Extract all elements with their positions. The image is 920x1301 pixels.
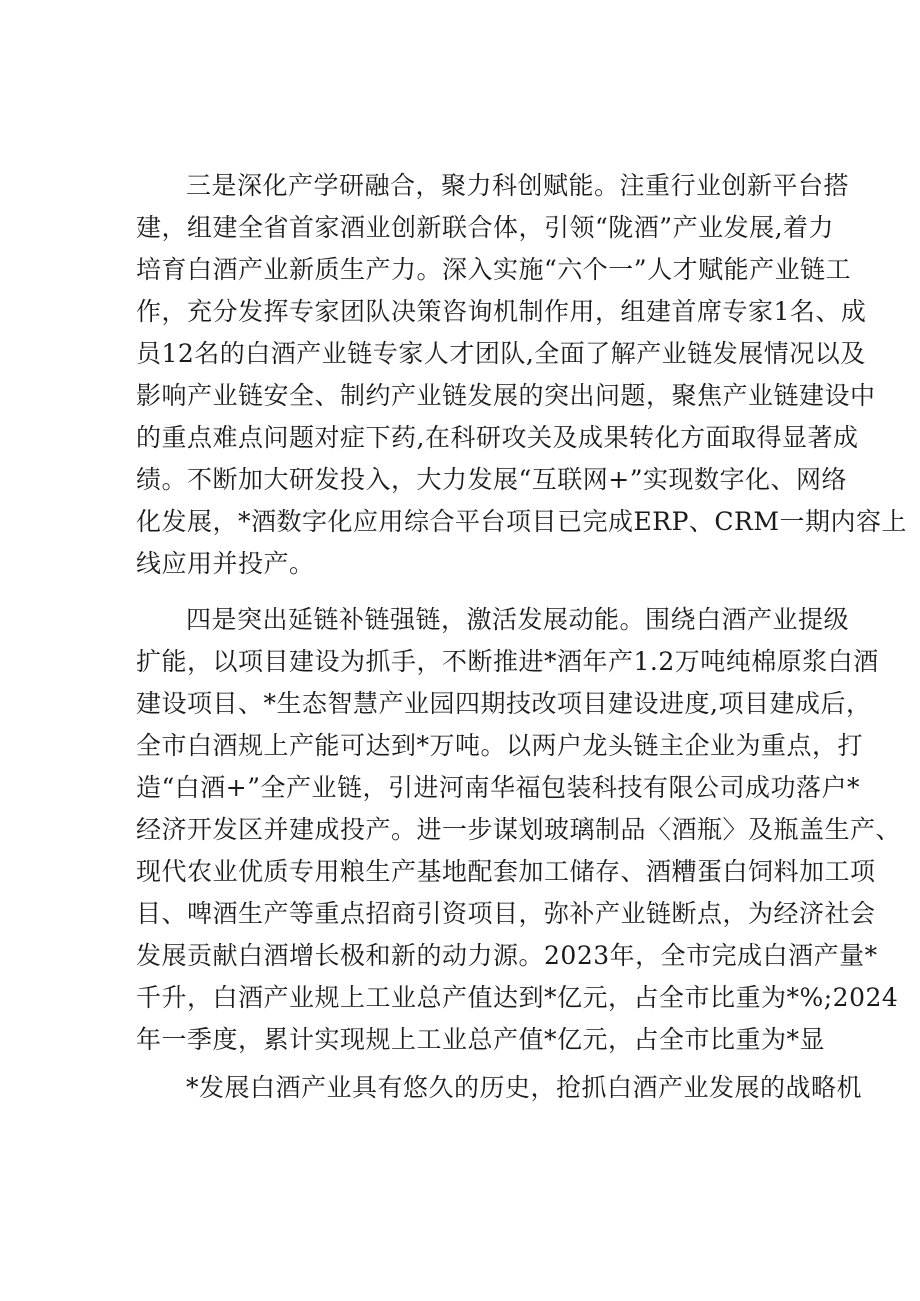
text-line: 年一季度，累计实现规上工业总产值*亿元，占全市比重为*显 (136, 1025, 826, 1054)
text-line: 经济开发区并建成投产。进一步谋划玻璃制品〈酒瓶〉及瓶盖生产、 (136, 815, 902, 844)
text-line: 三是深化产学研融合，聚力科创赋能。注重行业创新平台搭 (186, 171, 850, 200)
text-line: 绩。不断加大研发投入，大力发展“互联网+”实现数字化、网络 (136, 465, 848, 494)
text-line: 目、啤酒生产等重点招商引资项目，弥补产业链断点，为经济社会 (136, 899, 876, 928)
text-line: *发展白酒产业具有悠久的历史，抢抓白酒产业发展的战略机 (186, 1073, 863, 1102)
text-line: 的重点难点问题对症下药,在科研攻关及成果转化方面取得显著成 (136, 423, 859, 452)
text-line: 影响产业链安全、制约产业链发展的突出问题，聚焦产业链建设中 (136, 381, 876, 410)
text-line: 化发展，*酒数字化应用综合平台项目已完成ERP、CRM一期内容上 (136, 507, 907, 536)
text-line: 作，充分发挥专家团队决策咨询机制作用，组建首席专家1名、成 (136, 297, 867, 326)
text-line: 线应用并投产。 (136, 549, 315, 578)
text-line: 扩能，以项目建设为抓手，不断推进*酒年产1.2万吨纯棉原浆白酒 (136, 647, 879, 676)
text-line: 全市白酒规上产能可达到*万吨。以两户龙头链主企业为重点，打 (136, 731, 864, 760)
text-line: 发展贡献白酒增长极和新的动力源。2023年，全市完成白酒产量* (136, 941, 878, 970)
text-line: 四是突出延链补链强链，激活发展动能。围绕白酒产业提级 (186, 605, 850, 634)
text-line: 员12名的白酒产业链专家人才团队,全面了解产业链发展情况以及 (136, 339, 866, 368)
text-line: 建，组建全省首家酒业创新联合体，引领“陇酒”产业发展,着力 (136, 213, 835, 242)
text-line: 建设项目、*生态智慧产业园四期技改项目建设进度,项目建成后， (136, 689, 872, 718)
text-line: 千升，白酒产业规上工业总产值达到*亿元，占全市比重为*%;2024 (136, 983, 899, 1012)
text-line: 造“白酒+”全产业链，引进河南华福包装科技有限公司成功落户* (136, 773, 861, 802)
text-line: 现代农业优质专用粮生产基地配套加工储存、酒糟蛋白饲料加工项 (136, 857, 876, 886)
text-line: 培育白酒产业新质生产力。深入实施“六个一”人才赋能产业链工 (136, 255, 852, 284)
